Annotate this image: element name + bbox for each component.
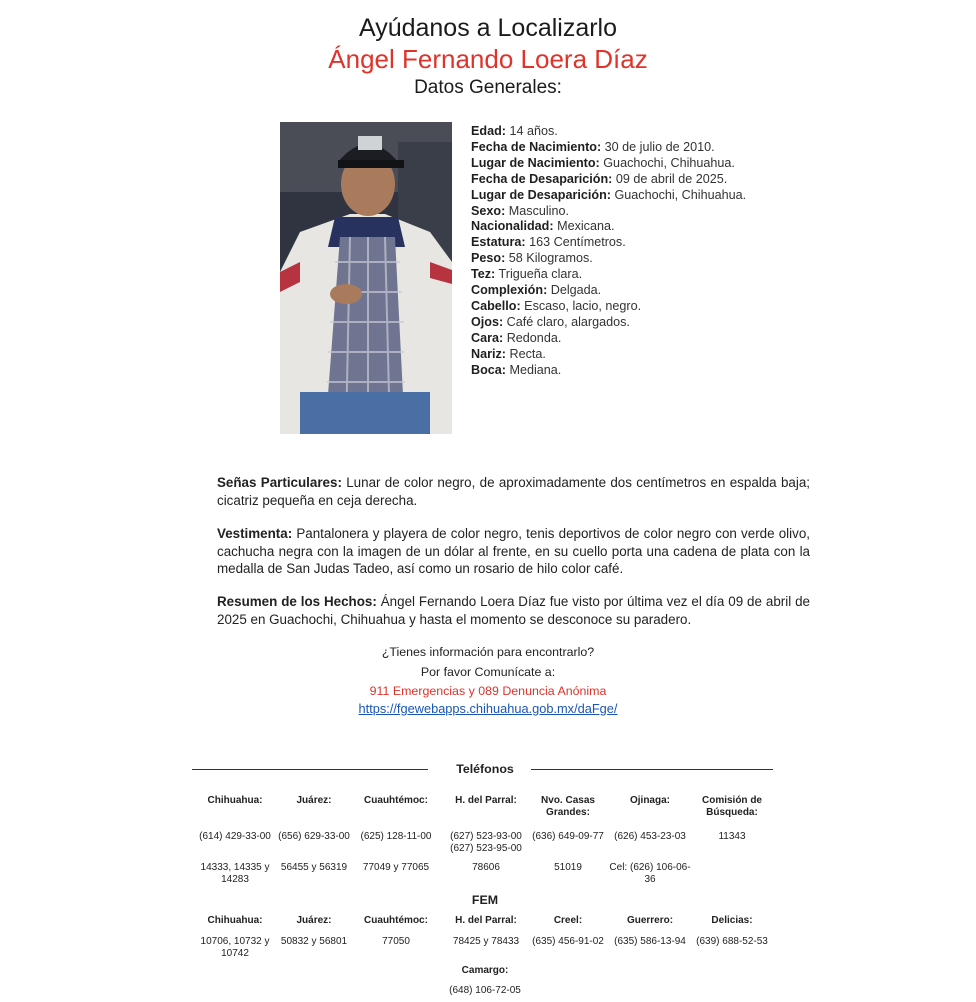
data-label: Boca:: [471, 362, 506, 377]
data-value: 58 Kilogramos.: [505, 251, 593, 266]
tel-cuauhtemoc-ext: 77049 y 77065: [362, 862, 430, 873]
fem-header-chihuahua: Chihuahua:: [207, 915, 263, 926]
vestimenta-paragraph: [217, 525, 810, 578]
tel-cuauhtemoc-phone: (625) 128-11-00: [360, 831, 432, 842]
data-value: Redonda.: [503, 330, 562, 345]
data-row-lugar-nacimiento: [471, 156, 831, 172]
resumen-text: Ángel Fernando Loera Díaz fue visto por última vez el día 09 de abril de 2025 en Guachochi, Chihuahua y hasta el momento se desconoce su paradero.: [217, 594, 810, 627]
data-value: Masculino.: [505, 203, 569, 218]
contact-link-line: [0, 701, 976, 716]
data-row-cara: [471, 331, 831, 347]
tel-comision-phone: 11343: [718, 831, 746, 842]
resumen-label: Resumen de los Hechos:: [217, 594, 377, 609]
fem-parral-ext: 78425 y 78433: [452, 936, 520, 947]
divider-right: [531, 769, 773, 770]
tel-parral-phone: (627) 523-93-00 (627) 523-95-00: [450, 831, 522, 854]
data-row-estatura: [471, 235, 831, 251]
fem-juarez-ext: 50832 y 56801: [280, 936, 348, 947]
data-label: Lugar de Nacimiento:: [471, 155, 600, 170]
data-row-cabello: [471, 299, 831, 315]
data-row-sexo: [471, 204, 831, 220]
tel-chihuahua-phone: (614) 429-33-00: [199, 831, 271, 842]
emergency-numbers: 911 Emergencias y 089 Denuncia Anónima: [369, 684, 607, 698]
data-label: Lugar de Desaparición:: [471, 187, 611, 202]
data-label: Nacionalidad:: [471, 219, 554, 234]
general-data-list: [471, 124, 831, 379]
fem-camargo-phone: (648) 106-72-05: [449, 985, 521, 996]
data-row-boca: [471, 363, 831, 379]
tel-header-chihuahua: Chihuahua:: [207, 795, 263, 806]
tel-chihuahua-ext: 14333, 14335 y 14283: [200, 862, 270, 885]
tel-header-juarez: Juárez:: [296, 795, 332, 806]
telefonos-heading: Teléfonos: [456, 762, 514, 776]
data-value: 30 de julio de 2010.: [601, 139, 715, 154]
page-title: Ayúdanos a Localizarlo: [358, 14, 618, 42]
data-value: Mexicana.: [553, 219, 615, 234]
senas-label: Señas Particulares:: [217, 475, 342, 490]
tel-ojinaga-cel: Cel: (626) 106-06-36: [609, 862, 691, 885]
data-row-fecha-nacimiento: [471, 140, 831, 156]
data-row-nacionalidad: [471, 219, 831, 235]
data-value: Café claro, alargados.: [503, 314, 630, 329]
data-label: Sexo:: [471, 203, 506, 218]
senas-particulares-paragraph: [217, 474, 810, 509]
fem-heading: FEM: [471, 893, 499, 907]
resumen-paragraph: [217, 593, 810, 628]
data-value: Trigueña clara.: [495, 267, 583, 282]
tel-casas-grandes-ext: 51019: [554, 862, 582, 873]
data-row-complexion: [471, 283, 831, 299]
data-value: 14 años.: [505, 124, 558, 138]
tel-parral-ext: 78606: [472, 862, 500, 873]
data-label: Complexión:: [471, 283, 548, 298]
tel-ojinaga-phone: (626) 453-23-03: [614, 831, 686, 842]
tel-juarez-phone: (656) 629-33-00: [278, 831, 350, 842]
data-value: Guachochi, Chihuahua.: [599, 155, 735, 170]
missing-person-name: Ángel Fernando Loera Díaz: [328, 44, 648, 74]
data-value: Escaso, lacio, negro.: [520, 298, 642, 313]
data-label: Peso:: [471, 251, 506, 266]
fem-guerrero-phone: (635) 586-13-94: [614, 936, 686, 947]
person-photo: [280, 122, 452, 434]
data-label: Ojos:: [471, 314, 504, 329]
data-label: Tez:: [471, 267, 496, 282]
vestimenta-text: Pantalonera y playera de color negro, tenis deportivos de color negro con verde olivo, cachucha negra con la imagen de un dólar al frente, en su cuello porta una cadena de plata con la medalla de San Judas Tadeo, así como un rosario de hilo color café.: [217, 526, 810, 577]
tel-header-ojinaga: Ojinaga:: [629, 795, 670, 806]
data-value: 163 Centímetros.: [525, 235, 626, 250]
tel-juarez-ext: 56455 y 56319: [280, 862, 348, 873]
data-label: Fecha de Desaparición:: [471, 171, 613, 186]
fem-header-creel: Creel:: [553, 915, 583, 926]
section-title-datos-generales: Datos Generales:: [414, 77, 562, 98]
data-row-peso: [471, 251, 831, 267]
data-label: Cara:: [471, 330, 504, 345]
fem-header-camargo: Camargo:: [461, 965, 509, 976]
fem-delicias-phone: (639) 688-52-53: [696, 936, 768, 947]
data-value: 09 de abril de 2025.: [612, 171, 728, 186]
data-row-edad: [471, 124, 831, 140]
tel-header-casas-grandes: Nvo. Casas Grandes:: [541, 795, 595, 818]
tel-header-cuauhtemoc: Cuauhtémoc:: [364, 795, 428, 806]
contact-please: Por favor Comunícate a:: [420, 665, 556, 679]
data-value: Recta.: [506, 346, 546, 361]
fem-chihuahua-ext: 10706, 10732 y 10742: [200, 936, 270, 959]
data-label: Fecha de Nacimiento:: [471, 139, 602, 154]
fem-header-parral: H. del Parral:: [455, 915, 517, 926]
data-value: Guachochi, Chihuahua.: [610, 187, 747, 202]
data-row-ojos: [471, 315, 831, 331]
data-value: Delgada.: [547, 283, 602, 298]
tel-casas-grandes-phone: (636) 649-09-77: [532, 831, 604, 842]
data-row-lugar-desaparicion: [471, 188, 831, 204]
tel-header-parral: H. del Parral:: [455, 795, 517, 806]
data-label: Estatura:: [471, 235, 526, 250]
data-value: Mediana.: [506, 362, 562, 377]
fem-header-delicias: Delicias:: [711, 915, 753, 926]
senas-text: Lunar de color negro, de aproximadamente dos centímetros en espalda baja; cicatriz pequeña en ceja derecha.: [217, 475, 810, 508]
fem-cuauhtemoc-ext: 77050: [382, 936, 410, 947]
data-label: Nariz:: [471, 346, 506, 361]
vestimenta-label: Vestimenta:: [217, 526, 293, 541]
tel-header-comision: Comisión de Búsqueda:: [701, 795, 762, 818]
data-row-nariz: [471, 347, 831, 363]
data-row-fecha-desaparicion: [471, 172, 831, 188]
fem-creel-phone: (635) 456-91-02: [532, 936, 604, 947]
divider-left: [192, 769, 428, 770]
data-label: Edad:: [471, 124, 506, 138]
fem-header-juarez: Juárez:: [296, 915, 332, 926]
contact-question: ¿Tienes información para encontrarlo?: [381, 645, 595, 659]
data-row-tez: [471, 267, 831, 283]
data-label: Cabello:: [471, 298, 521, 313]
fem-header-guerrero: Guerrero:: [626, 915, 674, 926]
fge-link[interactable]: https://fgewebapps.chihuahua.gob.mx/daFge/: [358, 701, 618, 716]
fem-header-cuauhtemoc: Cuauhtémoc:: [364, 915, 428, 926]
